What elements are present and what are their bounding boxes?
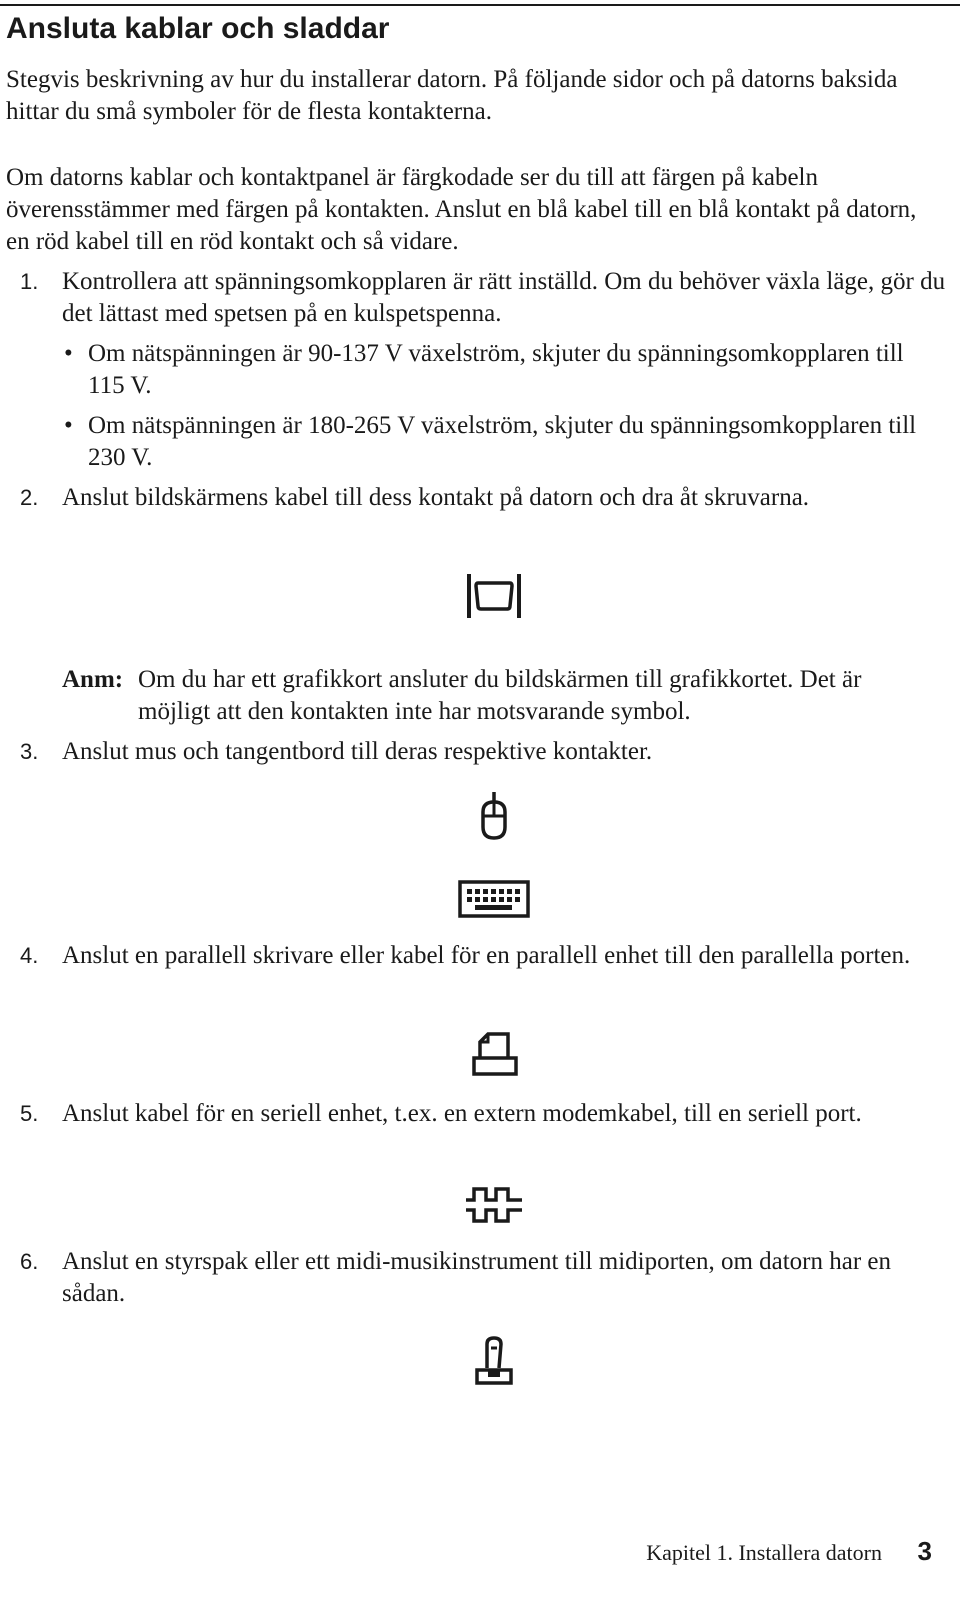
step-number: 5. [20, 1101, 39, 1126]
note-label: Anm: [62, 666, 124, 693]
step-text: Anslut mus och tangentbord till deras respektive kontakter. [62, 738, 653, 765]
step-number: 6. [20, 1249, 39, 1274]
step-number: 1. [20, 269, 39, 294]
step-number: 4. [20, 943, 39, 968]
joystick-icon [474, 1336, 514, 1386]
step-number: 3. [20, 739, 39, 764]
top-rule [0, 4, 960, 6]
note-text: Om du har ett grafikkort ansluter du bildskärmen till grafikkortet. Det är möjligt att den kontakten inte har motsvarande symbol. [138, 666, 862, 725]
step-text: Anslut kabel för en seriell enhet, t.ex. en extern modemkabel, till en seriell port. [62, 1100, 862, 1127]
step-text: Anslut en styrspak eller ett midi-musikinstrument till midiporten, om datorn har en sådan. [62, 1248, 892, 1307]
step-number: 2. [20, 485, 39, 510]
bullet-text: Om nätspänningen är 180-265 V växelström, skjuter du spänningsomkopplaren till 230 V. [88, 412, 917, 471]
chapter-title: Kapitel 1. Installera datorn [646, 1540, 882, 1565]
step-text: Anslut en parallell skrivare eller kabel för en parallell enhet till den parallella porten. [62, 942, 911, 969]
page-number: 3 [917, 1536, 932, 1566]
bullet-marker: • [64, 340, 73, 367]
page-footer [0, 1536, 950, 1570]
mouse-icon [478, 792, 510, 840]
serial-port-icon [464, 1186, 524, 1224]
monitor-icon [466, 574, 522, 618]
intro-paragraph-2: Om datorns kablar och kontaktpanel är färgkodade ser du till att färgen på kabeln överensstämmer med färgen på kontakten. Anslut en blå kabel till en blå kontakt på datorn, en röd kabel till en röd kontakt och så vidare. [6, 164, 917, 255]
page-title: Ansluta kablar och sladdar [6, 12, 390, 45]
step-text: Anslut bildskärmens kabel till dess kontakt på datorn och dra åt skruvarna. [62, 484, 810, 511]
bullet-marker: • [64, 412, 73, 439]
printer-icon [472, 1032, 518, 1076]
keyboard-icon [458, 880, 530, 918]
step-text: Kontrollera att spänningsomkopplaren är rätt inställd. Om du behöver växla läge, gör du det lättast med spetsen på en kulspetspenna. [62, 268, 946, 327]
bullet-text: Om nätspänningen är 90-137 V växelström, skjuter du spänningsomkopplaren till 115 V. [88, 340, 904, 399]
intro-paragraph-1: Stegvis beskrivning av hur du installerar datorn. På följande sidor och på datorns baksida hittar du små symboler för de flesta kontakterna. [6, 66, 898, 125]
